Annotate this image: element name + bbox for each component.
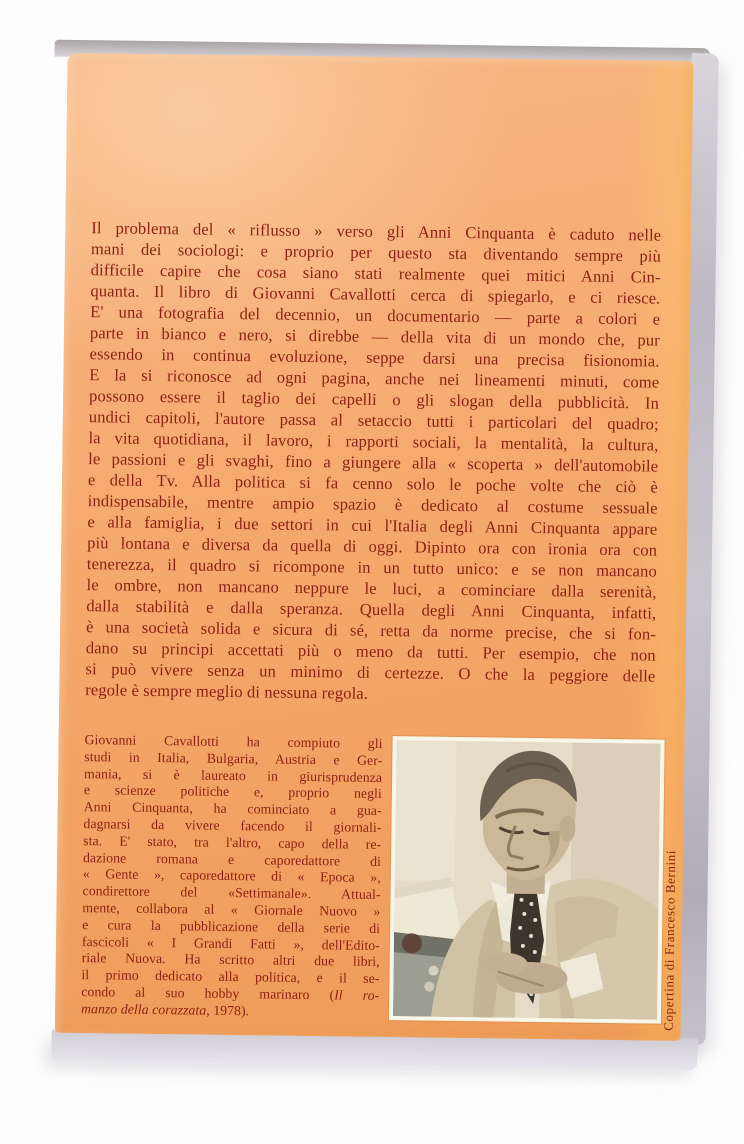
book-back-cover [55, 53, 694, 1041]
bottom-section [55, 732, 685, 1026]
author-photo-illustration [393, 740, 661, 1019]
author-photo [389, 736, 665, 1024]
blurb-text: Il problema del « riflusso » verso gli Anni Cinquanta è caduto nelle mani dei sociologi: e proprio per questo sta diventando sempre più difficile capire che cosa siano stati realmente quei mitici Anni Cin- quanta. Il libro di Giovanni Cavallotti cerca di spiegarlo, e ci riesce. E' una fotografia del decennio, un documentario — parte a colori e parte in bianco e nero, si direbbe — della vita di un mondo che, pur essendo in continua evoluzione, seppe darsi una precisa fisionomia. E la si riconosce ad ogni pagina, anche nei lineamenti minuti, come possono essere il taglio dei capelli o gli slogan della pubblicità. In undici capitoli, l'autore passa al setaccio tutti i particolari del quadro; la vita quotidiana, il lavoro, i rapporti sociali, la mentalità, la cultura, le passioni e gli svaghi, fino a giungere alla « scoperta » dell'automobile e della Tv. Alla politica si fa cenno solo le poche volte che ciò è indispensabile, mentre ampio spazio è dedicato al costume sessuale e alla famiglia, i due settori in cui l'Italia degli Anni Cinquanta appare più lontana e diversa da quella di oggi. Dipinto ora con ironia ora con tenerezza, il quadro si ricompone in un tutto unico: e se non mancano le ombre, non mancano neppure le luci, a cominciare dalla serenità, dalla stabilità e dalla speranza. Quella degli Anni Cinquanta, infatti, è una società solida e sicura di sé, retta da norme precise, che si fon- dano su principi accettati più o meno da tutti. Per esempio, che non si può vivere senza un minimo di certezze. O che la peggiore delle regole è sempre meglio di nessuna regola. [85, 218, 662, 703]
cover-credit-vertical: Copertina di Francesco Bernini [660, 849, 679, 1031]
author-bio-text: Giovanni Cavallotti ha compiuto gli studi in Italia, Bulgaria, Austria e Ger- mania, si è laureato in giurisprudenza e scienze politiche e, proprio negli Anni Cinquanta, ha cominciato a gua- dagnarsi da vivere facendo il giornali- sta. E' stato, tra l'altro, capo della re- dazione romana e caporedattore di « Gente », caporedattore di « Epoca », condirettore del «Settimanale». Attual- mente, collabora al « Giornale Nuovo » e cura la pubblicazione della serie di fascicoli « I Grandi Fatti », dell'Edito- riale Nuova. Ha scritto altri due libri, il primo dedicato alla politica, e il se- condo al suo hobby marinaro (Il ro- manzo della corazzata, 1978). [80, 732, 383, 1019]
book [49, 40, 718, 1070]
